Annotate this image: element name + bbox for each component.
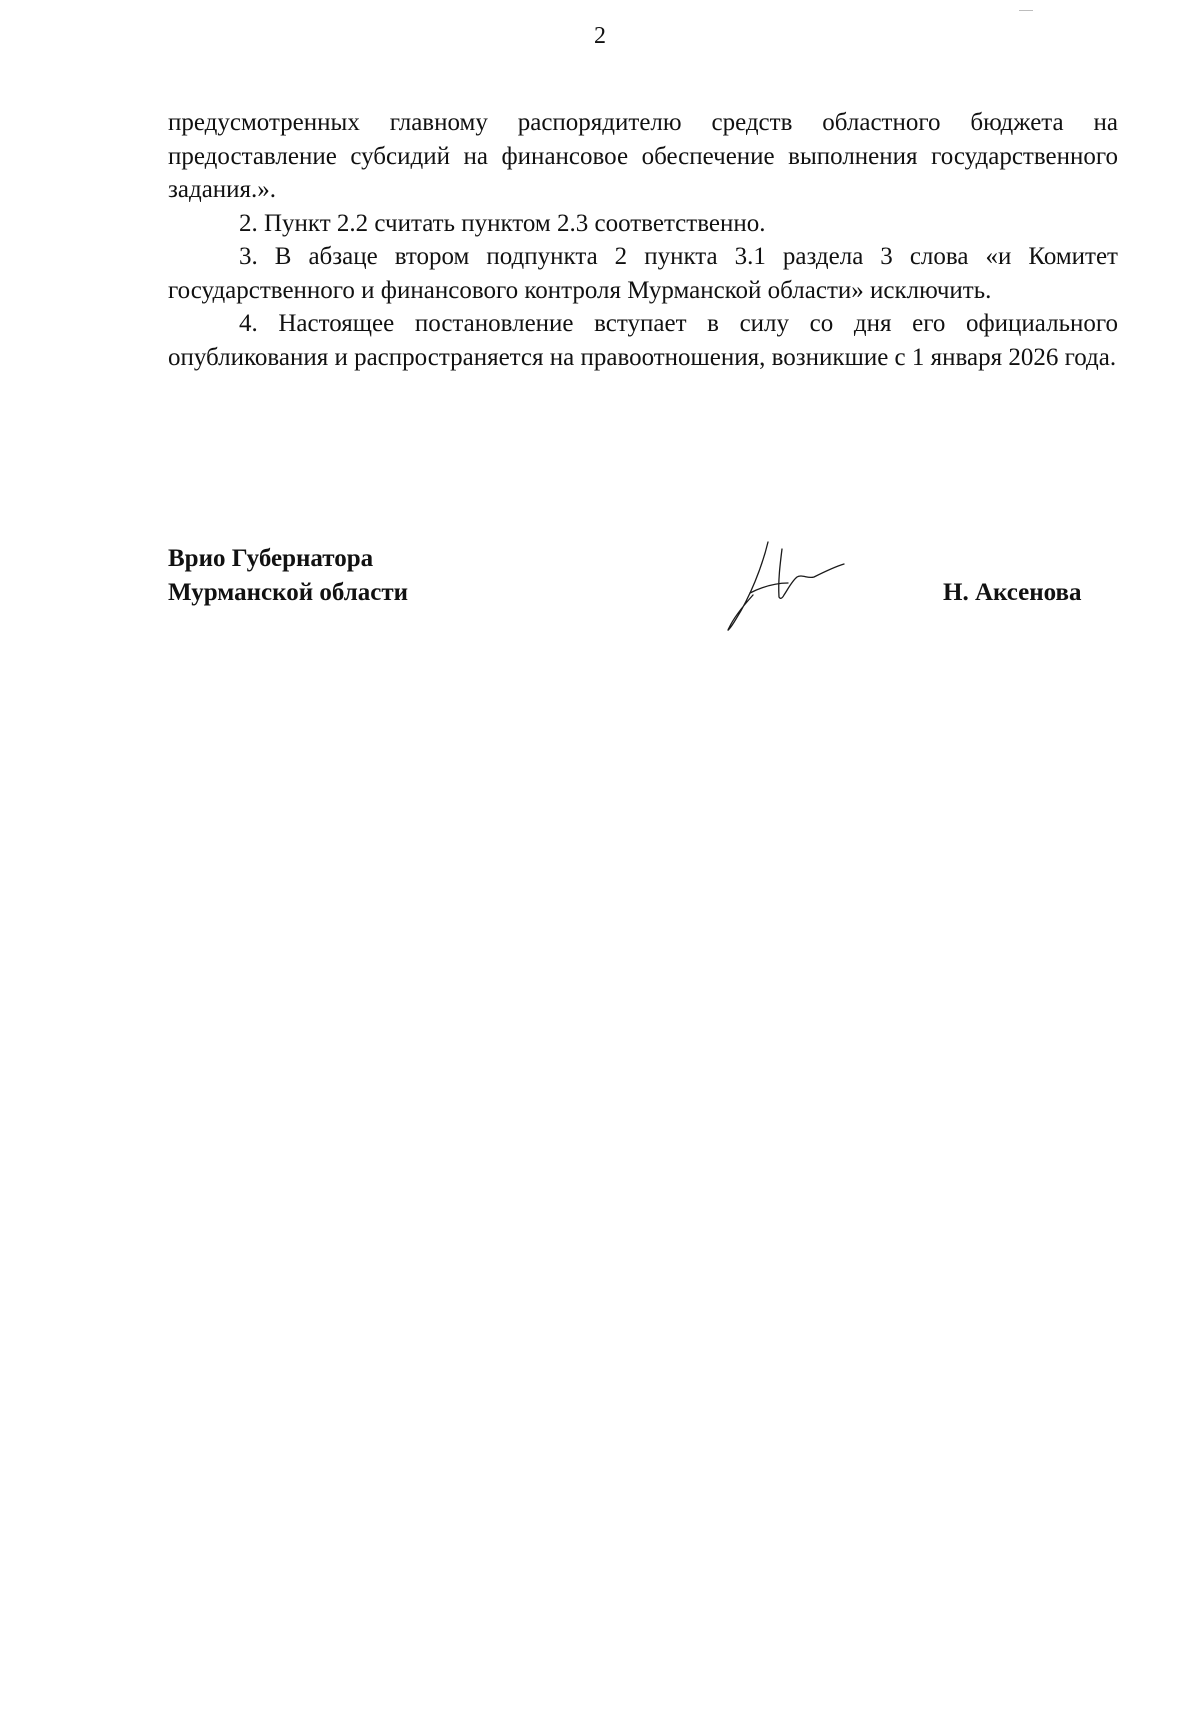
document-body xyxy=(168,106,1118,374)
paragraph-item-3: 3. В абзаце втором подпункта 2 пункта 3.1 раздела 3 слова «и Комитет государственного и финансового контроля Мурманской области» исключить. xyxy=(168,243,1118,304)
scan-artifact xyxy=(1019,10,1033,11)
handwritten-signature xyxy=(722,537,852,637)
paragraph-item-4: 4. Настоящее постановление вступает в силу со дня его официального опубликования и распространяется на правоотношения, возникшие с 1 января 2026 года. xyxy=(168,310,1118,371)
signatory-title-line1: Врио Губернатора xyxy=(168,545,374,572)
paragraph-item-2: 2. Пункт 2.2 считать пунктом 2.3 соответственно. xyxy=(239,209,766,237)
signatory-title xyxy=(168,542,408,610)
paragraph-continuation: предусмотренных главному распорядителю средств областного бюджета на предоставление субсидий на финансовое обеспечение выполнения государственного задания.». xyxy=(168,109,1118,203)
signatory-title-line2: Мурманской области xyxy=(168,579,409,606)
signatory-name: Н. Аксенова xyxy=(943,579,1082,606)
page-number: 2 xyxy=(594,23,606,49)
